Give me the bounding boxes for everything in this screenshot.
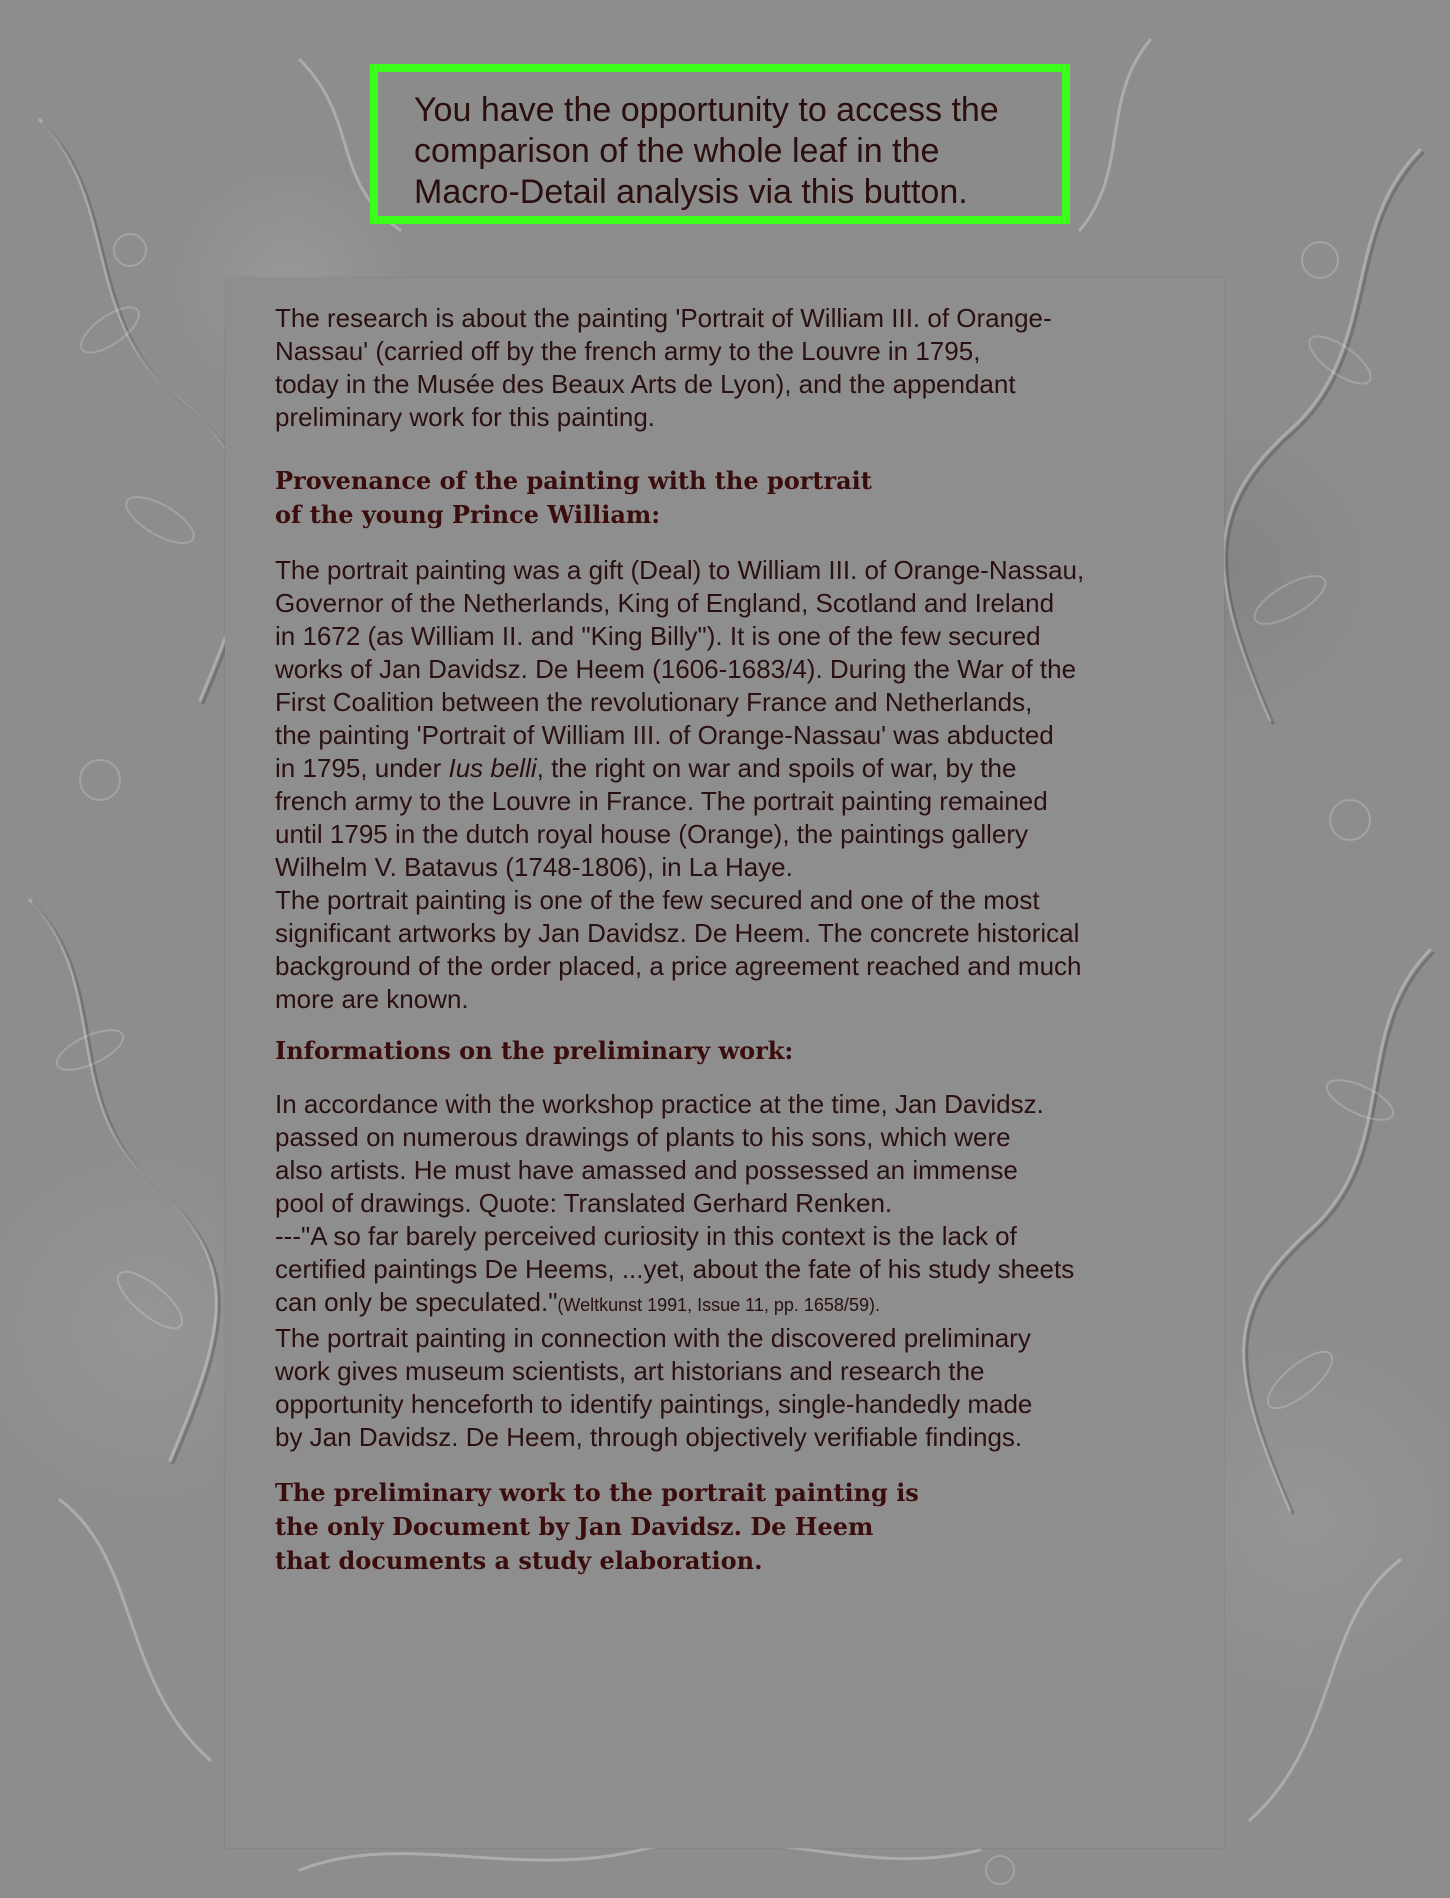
provenance-text-part1: The portrait painting was a gift (Deal) to William III. of Orange-Nassau, Governor of the Netherlands, King of England, Scotland and Ireland in 1672 (as William II. and "King Billy"). It is one of the few secured works of Jan Davidsz. De Heem (1606-1683/4). During the War of the First Coalition between the revolutionary France and Netherlands, the painting 'Portrait of William III. of Orange-Nassau' was abducted in 1795, under <box>275 555 1085 783</box>
weltkunst-citation: (Weltkunst 1991, Issue 11, pp. 1658/59). <box>557 1295 880 1315</box>
provenance-paragraph <box>275 554 1195 1016</box>
preliminary-paragraph <box>275 1088 1195 1322</box>
content-column <box>275 302 1195 1578</box>
conclusion-heading: The preliminary work to the portrait painting is the only Document by Jan Davidsz. De Heem that documents a study elaboration. <box>275 1478 919 1575</box>
museum-paragraph: The portrait painting in connection with the discovered preliminary work gives museum scientists, art historians and research the opportunity henceforth to identify paintings, single-handedly made by Jan Davidsz. De Heem, through objectively verifiable findings. <box>275 1323 1033 1452</box>
ius-belli-term: Ius belli <box>448 753 537 783</box>
provenance-heading: Provenance of the painting with the portrait of the young Prince William: <box>275 466 872 529</box>
preliminary-heading: Informations on the preliminary work: <box>275 1036 794 1065</box>
macro-detail-notice-box[interactable] <box>370 64 1070 224</box>
provenance-text-part2: , the right on war and spoils of war, by the french army to the Louvre in France. The portrait painting remained until 1795 in the dutch royal house (Orange), the paintings gallery Wilhelm V. Batavus (1748-1806), in La Haye. The portrait painting is one of the few secured and one of the most significant artworks by Jan Davidsz. De Heem. The concrete historical background of the order placed, a price agreement reached and much more are known. <box>275 753 1082 1014</box>
preliminary-text: In accordance with the workshop practice at the time, Jan Davidsz. passed on numerous drawings of plants to his sons, which were also artists. He must have amassed and possessed an immense pool of drawings. Quote: Translated Gerhard Renken. ---"A so far barely perceived curiosity in this context is the lack of certified paintings De Heems, ...yet, about the fate of his study sheets can only be speculated." <box>275 1089 1075 1317</box>
notice-text: You have the opportunity to access the comparison of the whole leaf in the Macro-Detail analysis via this button. <box>414 91 999 211</box>
intro-paragraph: The research is about the painting 'Portrait of William III. of Orange- Nassau' (carried off by the french army to the Louvre in 1795, today in the Musée des Beaux Arts de Lyon), and the appendant preliminary work for this painting. <box>275 303 1052 432</box>
